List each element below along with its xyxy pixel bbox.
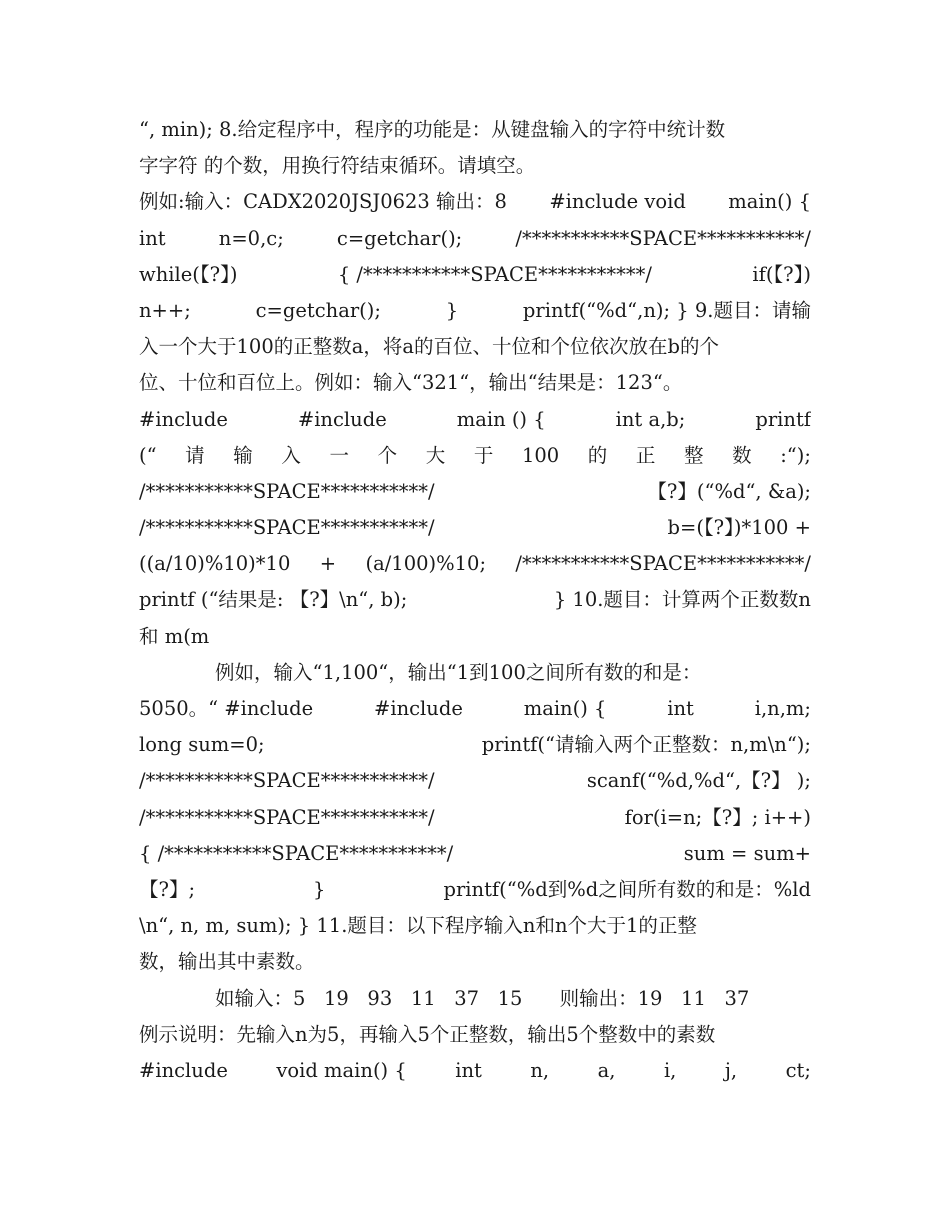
text-segment: i,	[663, 1058, 677, 1082]
text-segment: 于	[473, 443, 494, 467]
text-segment: 输	[233, 443, 253, 467]
document-body	[139, 112, 811, 1089]
text-segment: }	[445, 298, 459, 322]
text-segment: 个	[377, 443, 398, 467]
text-segment: #include void	[549, 190, 686, 214]
text-segment: int a,b;	[615, 407, 686, 431]
text-segment: 入	[281, 443, 301, 467]
text-segment: #include	[139, 407, 228, 431]
text-segment: 5050。“ #include	[139, 697, 314, 720]
text-line	[139, 546, 811, 582]
text-segment: 整	[683, 443, 704, 467]
text-line	[139, 872, 811, 908]
text-segment: }	[313, 877, 326, 901]
text-segment: main() {	[523, 697, 607, 720]
text-segment: c=getchar();	[336, 226, 463, 250]
text-line: 入一个大于100的正整数a，将a的百位、十位和个位依次放在b的个	[139, 335, 719, 359]
text-segment: /***********SPACE***********/	[515, 226, 811, 250]
text-segment: main () {	[456, 407, 546, 431]
text-segment: 【?】(“%d“, &a);	[647, 479, 811, 503]
text-segment: { /***********SPACE***********/	[337, 262, 652, 286]
text-line	[139, 836, 811, 872]
text-line	[139, 474, 811, 510]
text-segment: n=0,c;	[218, 226, 284, 250]
text-line: 位、十位和百位上。例如：输入“321“，输出“结果是：123“。	[139, 371, 683, 395]
text-line	[139, 438, 811, 474]
text-line	[139, 763, 811, 799]
text-segment: \n“, n, m, sum); } 11.题目：以下程序输入n和n个大于1的正整	[139, 914, 697, 938]
text-segment: 100	[521, 443, 560, 467]
text-line	[139, 184, 811, 220]
text-segment: printf(“%d到%d之间所有数的和是：%ld	[443, 877, 811, 901]
text-segment: printf(“%d“,n); } 9.题目：请输	[522, 298, 811, 322]
text-segment: 请	[185, 443, 205, 467]
text-line	[139, 257, 811, 293]
text-segment: } 10.题目：计算两个正数数n	[553, 588, 811, 612]
text-line: “, min); 8.给定程序中，程序的功能是：从键盘输入的字符中统计数	[139, 118, 726, 141]
text-segment: :“);	[780, 443, 811, 467]
text-segment: /***********SPACE***********/	[139, 479, 435, 503]
text-segment: 正	[635, 443, 656, 467]
text-line: 如输入：5 19 93 11 37 15 则输出：19 11 37	[215, 986, 750, 1010]
text-line	[139, 402, 811, 438]
text-segment: 例如:输入：CADX2020JSJ0623 输出：8	[139, 190, 507, 214]
text-segment: long sum=0;	[139, 733, 265, 757]
text-segment: 【?】;	[139, 877, 196, 901]
text-segment: printf (“结果是: 【?】\n“, b);	[139, 588, 408, 612]
text-segment: #include	[374, 697, 463, 720]
text-segment: printf	[755, 407, 811, 431]
text-segment: { /***********SPACE***********/	[139, 841, 454, 865]
text-segment: int	[667, 697, 694, 720]
text-segment: /***********SPACE***********/	[139, 769, 435, 793]
text-segment: void main() {	[276, 1058, 407, 1082]
text-line: 例如，输入“1,100“，输出“1到100之间所有数的和是：	[215, 660, 702, 684]
text-segment: 大	[425, 443, 446, 467]
text-segment: j,	[724, 1058, 738, 1082]
text-segment: /***********SPACE***********/	[139, 516, 435, 540]
text-segment: a,	[597, 1058, 616, 1082]
text-segment: +	[319, 552, 337, 576]
text-segment: (“	[139, 443, 157, 467]
text-line: 数，输出其中素数。	[139, 950, 315, 974]
text-segment: i,n,m;	[754, 697, 811, 720]
text-segment: while(【?】)	[139, 262, 238, 286]
text-segment: #include	[297, 407, 387, 431]
text-line	[139, 510, 811, 546]
text-segment: n++;	[139, 298, 191, 322]
text-segment: scanf(“%d,%d“,【?】 );	[586, 769, 811, 793]
text-line	[139, 293, 811, 329]
text-line	[139, 582, 811, 618]
text-segment: printf(“请输入两个正整数：n,m\n“);	[481, 733, 811, 757]
text-segment: for(i=n;【?】; i++)	[624, 805, 811, 829]
text-line	[139, 908, 811, 944]
text-segment: int	[455, 1058, 482, 1082]
text-segment: main() {	[728, 190, 811, 214]
text-segment: ct;	[785, 1058, 811, 1082]
text-line	[139, 691, 811, 727]
text-segment: c=getchar();	[255, 298, 381, 322]
text-segment: /***********SPACE***********/	[139, 805, 435, 829]
text-segment: 一	[329, 443, 350, 467]
text-line	[139, 800, 811, 836]
text-segment: if(【?】)	[752, 262, 811, 286]
text-segment: #include	[139, 1058, 228, 1082]
text-segment: b=(【?】)*100 +	[667, 516, 811, 540]
text-segment: n,	[530, 1058, 550, 1082]
text-segment: ((a/10)%10)*10	[139, 552, 291, 576]
text-line: 和 m(m	[139, 624, 210, 648]
text-line: 例示说明：先输入n为5，再输入5个正整数，输出5个整数中的素数	[139, 1022, 716, 1046]
text-segment: sum = sum+	[683, 841, 811, 865]
text-line	[139, 727, 811, 763]
text-line: 字字符 的个数，用换行符结束循环。请填空。	[139, 154, 536, 178]
text-segment: 数	[732, 443, 752, 467]
text-segment: /***********SPACE***********/	[515, 552, 811, 576]
text-line	[139, 221, 811, 257]
text-segment: 的	[587, 443, 608, 467]
text-segment: (a/100)%10;	[365, 552, 487, 576]
text-line	[139, 1053, 811, 1089]
text-segment: int	[139, 226, 166, 250]
